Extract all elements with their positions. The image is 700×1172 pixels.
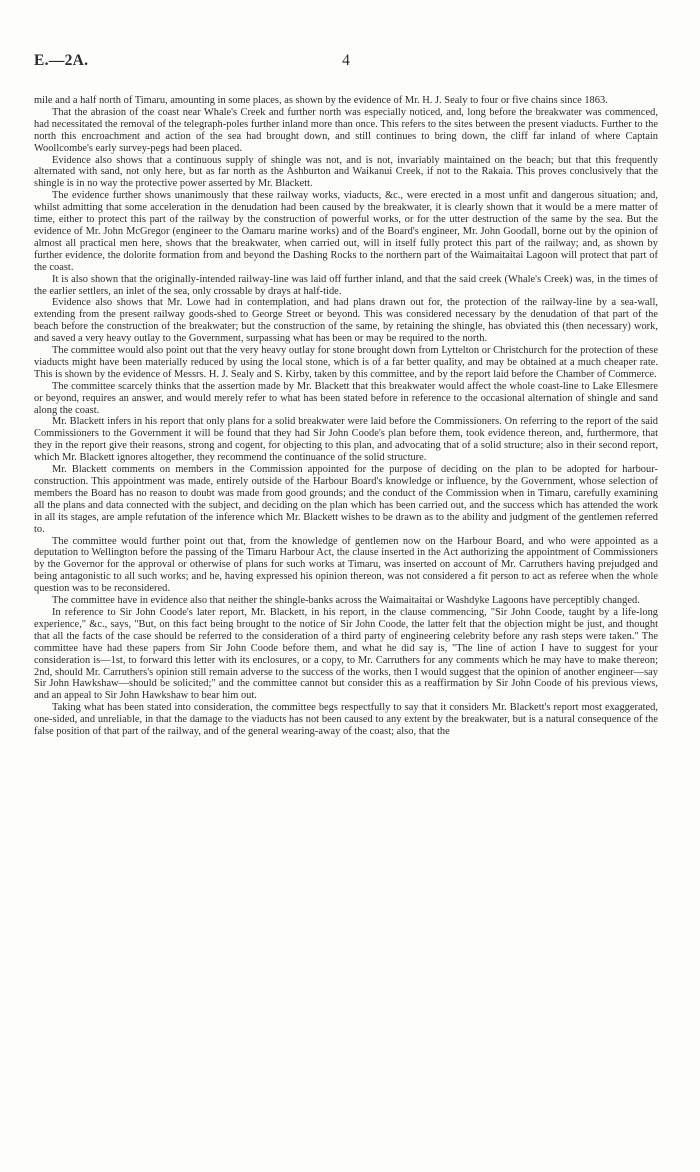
- page-number: 4: [342, 52, 350, 69]
- paragraph: Mr. Blackett comments on members in the Commission appointed for the purpose of deciding on the plan to be adopted for harbour-construction. This appointment was made, entirely outside of the Harbour Board's knowledge or influence, by the Government, whose selection of members the Board has no reason to doubt was made from good grounds; and the conduct of the Commission when in Timaru, carefully examining all the plans and data connected with the subject, and deciding on the plan which has been carried out, and the success which has attended the work in all its stages, are ample refutation of the inference which Mr. Blackett wishes to be drawn as to the ability and judgment of the gentlemen referred to.: [34, 464, 658, 535]
- paragraph: The committee have in evidence also that neither the shingle-banks across the Waimaitaitai or Washdyke Lagoons have perceptibly changed.: [52, 595, 640, 607]
- paragraph: The committee scarcely thinks that the assertion made by Mr. Blackett that this breakwater would affect the whole coast-line to Lake Ellesmere or beyond, requires an answer, and would merely refer to what has been stated before in reference to the occasional alternation of shingle and sand along the coast.: [34, 380, 658, 416]
- paragraph: In reference to Sir John Coode's later report, Mr. Blackett, in his report, in the clause commencing, "Sir John Coode, taught by a life-long experience," &c., says, "But, on this fact being brought to the notice of Sir John Coode, the latter felt that the objection might be just, and thought that all the facts of the case should be referred to the consideration of a third party of engineering celebrity before any rash steps were taken." The committee have had these papers from Sir John Coode before them, and what he did say is, "The line of action I have to suggest for your consideration is—1st, to forward this letter with its enclosures, or a copy, to Mr. Carruthers for any comments which he may have to make thereon; 2nd, should Mr. Carruthers's opinion still remain adverse to the success of the works, then I would suggest that the opinion of another engineer—say Sir John Hawkshaw—should be solicited;" and the committee cannot but consider this as a reaffirmation by Sir John Coode of his previous views, and an appeal to Sir John Hawkshaw to bear him out.: [34, 606, 658, 702]
- document-reference: E.—2A.: [34, 52, 89, 69]
- paragraph: Taking what has been stated into consideration, the committee begs respectfully to say that it considers Mr. Blackett's report most exaggerated, one-sided, and unreliable, in that the damage to the viaducts has not been caused to any extent by the breakwater, but is a natural consequence of the false position of that part of the railway, and of the general wearing-away of the coast; also, that the: [34, 702, 658, 738]
- page-header: [34, 52, 658, 74]
- paragraph: The evidence further shows unanimously that these railway works, viaducts, &c., were erected in a most unfit and dangerous situation; and, whilst admitting that some acceleration in the denudation had been caused by the breakwater, it is clearly shown that it would be a mere matter of time, either to protect this part of the railway by the construction of powerful works, or for the utter destruction of the same by the sea. But the evidence of Mr. John McGregor (engineer to the Oamaru marine works) and of the Board's engineer, Mr. John Goodall, borne out by the opinion of almost all practical men here, shows that the breakwater, when carried out, will in itself fully protect this part of the railway; and, as shown by further evidence, the dolorite formation from and beyond the Dashing Rocks to the northern part of the Waimaitaitai Lagoon will protect that part of the coast.: [34, 190, 658, 273]
- paragraph: Evidence also shows that a continuous supply of shingle was not, and is not, invariably maintained on the beach; but that this frequently alternated with sand, not only here, but as far north as the Ashburton and Waikanui Creek, if not to the Rakaia. This proves conclusively that the shingle is in no way the protective power asserted by Mr. Blackett.: [34, 154, 658, 190]
- paragraph: That the abrasion of the coast near Whale's Creek and further north was especially noticed, and, long before the breakwater was commenced, had necessitated the removal of the telegraph-poles further inland more than once. This refers to the sites between the present viaducts. Further to the north this encroachment and action of the sea had brought down, and still continues to bring down, the cliff far inland of where Captain Woollcombe's early survey-pegs had been placed.: [34, 106, 658, 154]
- paragraph: mile and a half north of Timaru, amounting in some places, as shown by the evidence of Mr. H. J. Sealy to four or five chains since 1863.: [34, 95, 608, 106]
- paragraph: Evidence also shows that Mr. Lowe had in contemplation, and had plans drawn out for, the protection of the railway-line by a sea-wall, extending from the present railway goods-shed to George Street or beyond. This was considered necessary by the denudation of that part of the beach before the construction of the breakwater; but the construction of the same, by retaining the shingle, has obviated this (then necessary) work, and saved a very heavy outlay to the Government, surpassing what has been or may be required to the north.: [34, 297, 658, 345]
- body-text: [34, 95, 658, 738]
- paragraph: The committee would also point out that the very heavy outlay for stone brought down from Lyttelton or Christchurch for the protection of these viaducts might have been materially reduced by using the local stone, which is of a far better quality, and may be obtained at a much cheaper rate. This is shown by the evidence of Messrs. H. J. Sealy and S. Kirby, taken by this committee, and by the report laid before the Chamber of Commerce.: [34, 345, 658, 380]
- paragraph: The committee would further point out that, from the knowledge of gentlemen now on the Harbour Board, and who were appointed as a deputation to Wellington before the passing of the Timaru Harbour Act, the clause inserted in the Act authorizing the appointment of Commissioners by the Governor for the approval or otherwise of plans for such works at Timaru, was inserted on account of Mr. Carruthers having prejudged and being antagonistic to all such works; and he, having expressed his opinion thereon, was not considered a fit person to act as referee when the whole question was to be reconsidered.: [34, 535, 658, 595]
- paragraph: Mr. Blackett infers in his report that only plans for a solid breakwater were laid before the Commissioners. On referring to the report of the said Commissioners to the Government it will be found that they had Sir John Coode's plan before them, took evidence thereon, and, furthermore, that they in the report give their reasons, strong and cogent, for objecting to this plan, and advocating that of a solid structure; also in their second report, which Mr. Blackett ignores altogether, they recommend the continuance of the solid structure.: [34, 416, 658, 464]
- paragraph: It is also shown that the originally-intended railway-line was laid off further inland, and that the said creek (Whale's Creek) was, in the times of the earlier settlers, an inlet of the sea, only crossable by drays at half-tide.: [34, 273, 658, 297]
